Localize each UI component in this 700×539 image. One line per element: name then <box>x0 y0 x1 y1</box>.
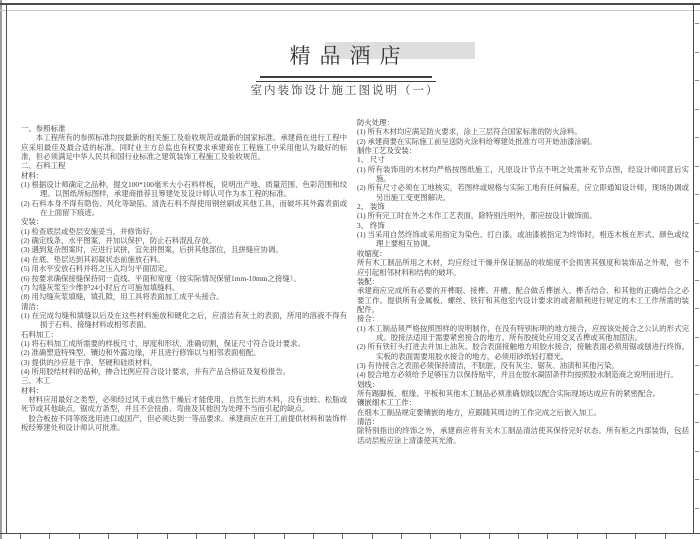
spec-heading: 防火处理： <box>357 118 394 127</box>
ruler-tick-bottom <box>342 534 343 539</box>
ruler-tick-right <box>695 337 699 338</box>
page-subtitle: 室内装饰设计施工图说明（一） <box>250 85 440 97</box>
ruler-tick-bottom <box>108 534 109 539</box>
ruler-tick-bottom <box>489 534 490 539</box>
spec-line: 所有踢脚板、框缘、平板和其他木工制品必须准确划线以配合实际现场达成应有的紧密配合。 <box>357 388 661 398</box>
ruler-tick-bottom <box>79 534 80 539</box>
spec-line: (4) 所用胶结材料的品种，掺合比例应符合设计要求，并有产品合格证及复检报告。 <box>21 366 291 376</box>
ruler-tick-right <box>695 280 699 281</box>
ruler-tick-right <box>695 109 699 110</box>
ruler-tick-right <box>695 137 699 138</box>
spec-line: (5) 用水平安放石料并将之压入均匀平面固定。 <box>21 264 172 274</box>
spec-heading: 清洁： <box>357 417 380 426</box>
ruler-tick-right <box>695 52 699 53</box>
ruler-tick-right <box>695 194 699 195</box>
ruler-tick-right <box>695 251 699 252</box>
spec-heading: 一、参照标准 <box>21 124 66 133</box>
ruler-tick-bottom <box>401 534 402 539</box>
spec-column-left <box>21 124 347 432</box>
page-title: 精品酒店 <box>289 44 410 68</box>
frame-border-top-inner <box>0 10 700 11</box>
ruler-tick-right <box>695 166 699 167</box>
spec-heading: 3、 终饰 <box>357 220 385 230</box>
spec-line: 本工程所有的参照标准均按最新的相关施工及验收规范或最新的国家标准。承建商在进行工程中应采用最佳及最合适的标准。同时业主方总监也有权要求承建商在工程施工中采用他认为最好的标准，但必须满足中华人民共和国行业标准之建筑装饰工程施工及验收规范。 <box>21 133 347 162</box>
spec-line: (2) 准确塑造特殊型、镶边和外露边缘，并且进行修饰以与相邻表面相配。 <box>21 348 261 358</box>
spec-line: 在细木工制品规定要镶嵌的地方，应跟随其周边的工作完成之后嵌入加工。 <box>357 407 601 417</box>
ruler-tick-right <box>695 308 699 309</box>
ruler-tick-bottom <box>284 534 285 539</box>
ruler-tick-bottom <box>167 534 168 539</box>
spec-line: 除特别指出的终饰之外，承建商应将有关木工制品清洁使其保持完好状态。所有柜之内部装饰，包括活动层板应涂上清漆使其光滑。 <box>357 426 689 445</box>
frame-border-bottom <box>0 533 700 534</box>
spec-heading: 1、 尺寸 <box>357 155 385 165</box>
title-block <box>185 40 505 98</box>
ruler-tick-bottom <box>196 534 197 539</box>
title-underline-1 <box>260 76 432 78</box>
spec-line: (2) 所有尺寸必须在工地核实，若图样或规格与实际工地有任何偏差，应立即通知设计师，现场协调或另出施工变更图解决。 <box>357 183 689 202</box>
ruler-tick-bottom <box>635 534 636 539</box>
spec-line: (3) 有待接合之表面必须保持清洁，不肮脏，没有灰尘、锯灰、油渍和其他污染。 <box>357 360 619 370</box>
spec-heading: 二、石料工程 <box>21 161 66 171</box>
ruler-tick-bottom <box>430 534 431 539</box>
ruler-tick-bottom <box>547 534 548 539</box>
spec-line: (4) 在底、垫层达到其初凝状态前施放石料。 <box>21 254 165 264</box>
spec-line: (1) 根据设计师确定之品种，提交100*100毫米大小石料样板，说明出产地、质量范围、色彩范围和纹理。以图纸所标图样，承建商推荐且筹建处及设计师认可作为本工程的标准。 <box>21 180 347 199</box>
ruler-tick-bottom <box>518 534 519 539</box>
ruler-tick-bottom <box>254 534 255 539</box>
spec-heading: 接合： <box>357 314 380 324</box>
spec-line: 承建商应完成所有必要的开榫眼、接榫、开槽、配合做舌榫嵌入、榫舌结合、和其他的正确结合之必要工作。提供所有金属板、螺丝、铁钉和其他室内设计要求的或者顺利进行规定的木工工作所需的装配件。 <box>357 286 689 314</box>
spec-line: (7) 勾缝灰浆至少维护24小时后方可施加填缝料。 <box>21 282 180 292</box>
spec-line: (1) 在完成勾缝和填缝以后及在这些材料施放和硬化之后，应清洁有灰土的表面，所用的溶液不得有损于石料、接缝材料或相邻表面。 <box>21 310 347 330</box>
spec-heading: 制作工艺及安装： <box>357 146 417 156</box>
ruler-tick-right <box>695 422 699 423</box>
ruler-tick-bottom <box>460 534 461 539</box>
spec-heading: 清洁： <box>21 301 44 311</box>
spec-line: (2) 石料本身不得有隐伤、风化等缺陷。清洗石料不得使用钢丝刷或其他工具，而破坏其外露表面或在上面留下痕迹。 <box>21 198 347 218</box>
spec-line: (4) 胶合地方必须给予足够压力以保持贴牢，并且在胶水凝固条件均按照胶水制造商之说明而进行。 <box>357 370 678 380</box>
spec-line: (1) 所有完工时在外之木作工艺表面，除特别注明外，都应按设计做饰面。 <box>357 211 597 221</box>
spec-heading: 收缩度： <box>357 248 387 258</box>
spec-heading: 装配： <box>357 276 380 286</box>
spec-line: 材料应用最好之类型，必须经过风干或自然干燥后才能使用，自然生长的木料，没有虫蛀、松脂或死节或其他缺点，锯成方条型，并且不会扭曲、弯曲及其他因为处理不当而引起的缺点。 <box>21 394 347 414</box>
frame-border-top <box>0 3 700 5</box>
scan-edge <box>0 0 2 539</box>
ruler-tick-bottom <box>49 534 50 539</box>
ruler-tick-right <box>695 365 699 366</box>
spec-heading: 材料： <box>21 170 44 180</box>
spec-line: (2) 确定线条，水平图案，并加以保护，防止石料混乱存放。 <box>21 236 217 246</box>
ruler-tick-right <box>695 451 699 452</box>
spec-line: (3) 提供的沙应是干净、坚硬和硅质材料。 <box>21 357 158 367</box>
ruler-tick-right <box>695 394 699 395</box>
spec-heading: 镶嵌细木工工作： <box>357 398 417 408</box>
ruler-tick-right <box>695 80 699 81</box>
ruler-tick-bottom <box>665 534 666 539</box>
spec-line: 胶合板按不同等级选用进口或国产，但必须达到一等品要求。承建商应在开工前提供材料和装饰样板经筹建处和设计师认可批准。 <box>21 413 347 432</box>
spec-line: (1) 所有装饰用的木材均严格按图纸施工，凡原设计节点不明之处需补充节点图，经设计师同意后实施。 <box>357 164 689 184</box>
spec-line: (2) 所有铁钉头打进去并加上油灰。胶合表面接触地方用胶水接合，接触表面必须用锯或刨进行终饰。实板的表面需要用胶水接合的地方，必须用砂纸轻打磨光。 <box>357 342 689 361</box>
spec-line: (3) 遇到复杂图案时，应进行试拼，宜先拼图案，后拼其他部位，且拼缝应协调。 <box>21 245 283 255</box>
ruler-tick-right <box>695 508 699 509</box>
ruler-tick-right <box>695 23 699 24</box>
spec-heading: 三、木工 <box>21 376 51 386</box>
ruler-tick-right <box>695 479 699 480</box>
spec-line: (2) 承建商要在实际施工前呈送防火涂料给筹建处批准方可开始油漆涂刷。 <box>357 136 597 146</box>
ruler-tick-bottom <box>225 534 226 539</box>
spec-line: (1) 木工制品须严格按照图样的说明制作，在没有特别标明的地方接合，应按该处接合之公认的形式完成。胶接法适用于需要紧密接合的地方。所有胶接处应用交叉舌榫或其他加固法。 <box>357 323 689 342</box>
ruler-tick-bottom <box>20 534 21 539</box>
ruler-tick-bottom <box>372 534 373 539</box>
ruler-tick-bottom <box>606 534 607 539</box>
spec-line: (1) 检查底层或垫层安施妥当，并修饰好。 <box>21 226 158 236</box>
spec-heading: 划线： <box>357 379 380 389</box>
spec-heading: 材料： <box>21 385 44 395</box>
spec-line: 所有木工制品所用之木材，均应经过干燥并保证制品的收缩度不会损害其强度和装饰品之外观，也不应引起相邻材料和结构的破坏。 <box>357 258 689 277</box>
ruler-tick-bottom <box>577 534 578 539</box>
spec-line: (1) 当采用自然终饰或采用指定为染色、打白漆，或油漆被指定为终饰时，相连木板在形式、颜色或纹理上要相互协调。 <box>357 230 689 249</box>
frame-border-left <box>6 4 7 533</box>
spec-line: (1) 将石料加工成所需要的样板尺寸、厚度和形状、准确切割，保证尺寸符合设计要求。 <box>21 338 305 348</box>
ruler-tick-bottom <box>313 534 314 539</box>
spec-heading: 安装： <box>21 217 44 227</box>
spec-line: (6) 按要求确保接缝保持同一直线、平面和宽度（按实际情况保留1mm-10mm之接缝）。 <box>21 273 301 283</box>
frame-border-right <box>693 4 694 533</box>
ruler-tick-bottom <box>137 534 138 539</box>
spec-column-right <box>357 118 689 445</box>
spec-heading: 石料加工： <box>21 329 58 339</box>
spec-line: (8) 用勾缝灰浆填缝，填孔隙，用工具将表面加工成平头接合。 <box>21 292 224 302</box>
spec-line: (1) 所有木材均应满足防火要求，涂上三层符合国家标准的防火涂料。 <box>357 127 582 137</box>
ruler-tick-right <box>695 223 699 224</box>
spec-heading: 2、 装饰 <box>357 202 385 212</box>
